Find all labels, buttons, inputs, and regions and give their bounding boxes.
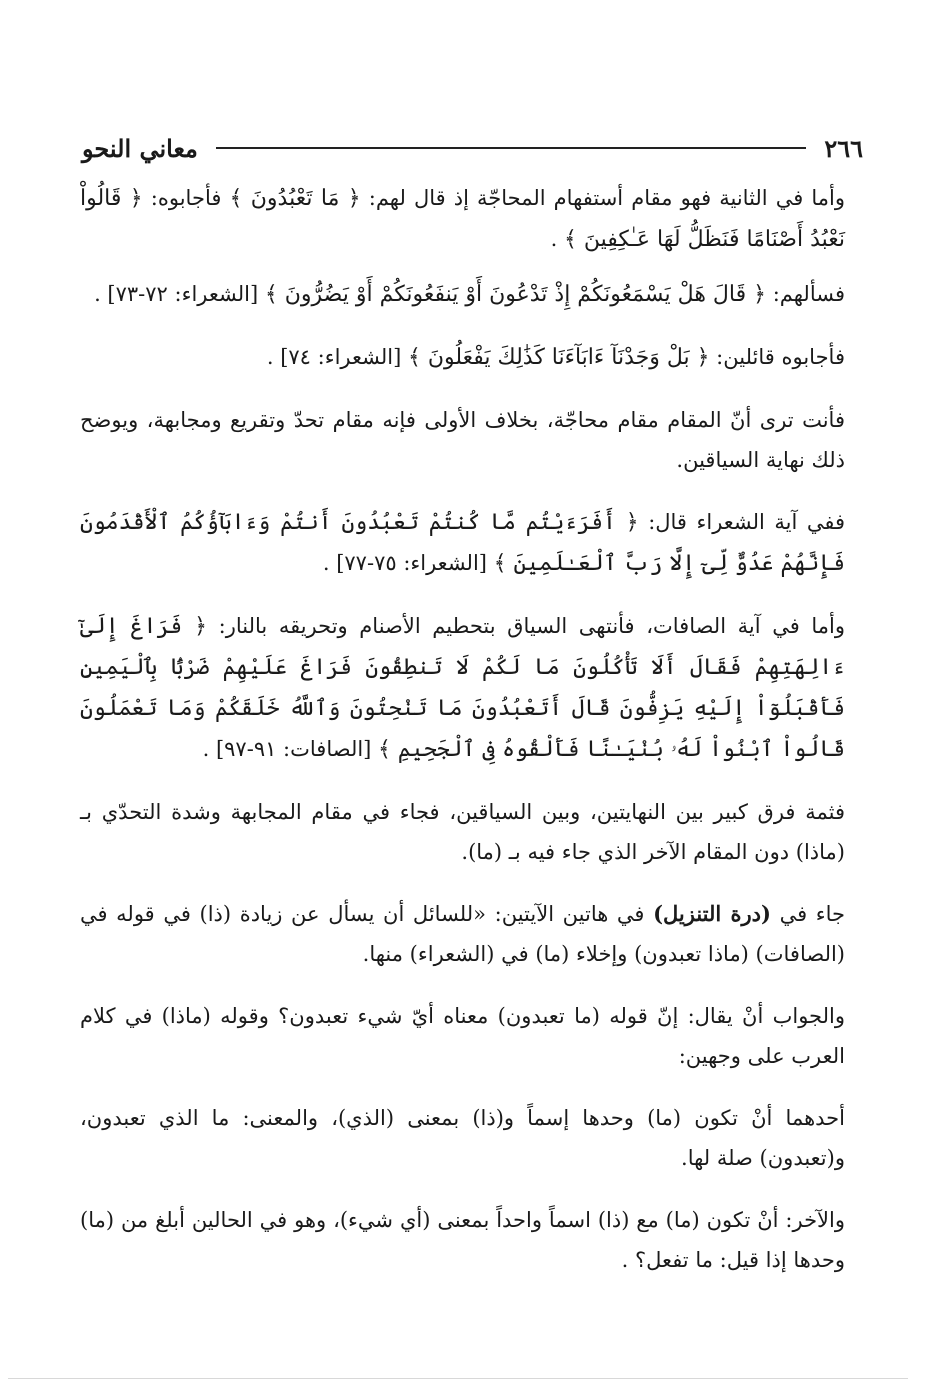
page-header [82, 128, 863, 168]
paragraph-7: فثمة فرق كبير بين النهايتين، وبين السياقين، فجاء في مقام المجابهة وشدة التحدّي بـ (ماذا) دون المقام الآخر الذي جاء فيه بـ (ما). [80, 800, 845, 864]
text: فأجابوه: [142, 186, 230, 210]
paragraph-9: والجواب أنْ يقال: إنّ قوله (ما تعبدون) معناه أيّ شيء تعبدون؟ وقوله (ماذا) في كلام العرب على وجهين: [80, 1004, 845, 1068]
running-title: معاني النحو [82, 133, 198, 163]
paragraph-5 [80, 502, 845, 584]
quran-quote: ﴿ قَالَ هَلْ يَسْمَعُونَكُمْ إِذْ تَدْعُونَ أَوْ يَنفَعُونَكُمْ أَوْ يَضُرُّونَ ﴾ [264, 282, 767, 307]
text: فأجابوه قائلين: [709, 345, 845, 369]
quran-quote: ﴿ مَا تَعْبُدُونَ ﴾ [229, 186, 361, 211]
text: وأما في الثانية فهو مقام أستفهام المحاجّة إذ قال لهم: [360, 186, 845, 210]
book-title: (درة التنزيل) [653, 901, 771, 926]
paragraph-4: فأنت ترى أنّ المقام مقام محاجّة، بخلاف الأولى فإنه مقام تحدّ وتقريع ومجابهة، ويوضح ذلك نهاية السياقين. [80, 408, 845, 472]
text: . [550, 227, 564, 251]
quran-quote: ﴿ قَالُواْ نَعْبُدُ أَصْنَامًا فَنَظَلُّ لَهَا عَـٰكِفِينَ ﴾ [80, 186, 845, 252]
text: في هاتين الآيتين: «للسائل أن يسأل عن زيادة (ذا) في قوله في (الصافات) (ماذا تعبدون) وإخلاء (ما) في (الشعراء) منها. [80, 902, 845, 966]
citation: [الصافات: ٩١-٩٧] . [202, 737, 379, 761]
text: جاء في [770, 902, 845, 926]
text: وأما في آية الصافات، فأنتهى السياق بتحطيم الأصنام وتحريقه بالنار: [207, 614, 845, 638]
text: ففي آية الشعراء قال: [638, 510, 846, 534]
text: فسألهم: [766, 282, 845, 306]
paragraph-10: أحدهما أنْ تكون (ما) وحدها إسماً و(ذا) بمعنى (الذي)، والمعنى: ما الذي تعبدون، و(تعبدون) صلة لها. [80, 1106, 845, 1170]
paragraph-8 [80, 894, 845, 974]
quran-quote: ﴿ أَفَرَءَيْتُم مَّا كُنتُمْ تَعْبُدُونَ أَنتُمْ وَءَابَآؤُكُمُ ٱلْأَقْدَمُونَ فَإِنَّهُمْ عَدُوٌّ لِّىٓ إِلَّا رَبَّ ٱلْعَـٰلَمِينَ ﴾ [80, 510, 845, 576]
citation: [الشعراء: ٧٤] . [266, 345, 408, 369]
quran-quote: ﴿ فَرَاغَ إِلَىٰٓ ءَالِهَتِهِمْ فَقَالَ أَلَا تَأْكُلُونَ مَا لَكُمْ لَا تَنطِقُونَ فَرَاغَ عَلَيْهِمْ ضَرْبًۢا بِٱلْيَمِينِ فَأَقْبَلُوٓاْ إِلَيْهِ يَزِفُّونَ قَالَ أَتَعْبُدُونَ مَا تَنْحِتُونَ وَٱللَّهُ خَلَقَكُمْ وَمَا تَعْمَلُونَ قَالُواْ ٱبْنُواْ لَهُۥ بُنْيَـٰنًا فَأَلْقُوهُ فِى ٱلْجَحِيمِ ﴾ [80, 614, 845, 762]
page-body [80, 178, 845, 1302]
header-rule [216, 147, 806, 149]
paragraph-1 [80, 178, 845, 260]
quran-quote: ﴿ بَلْ وَجَدْنَآ ءَابَآءَنَا كَذَٰلِكَ يَفْعَلُونَ ﴾ [407, 345, 710, 370]
paragraph-6 [80, 606, 845, 770]
citation: [الشعراء: ٧٥-٧٧] . [322, 551, 494, 575]
paragraph-2 [80, 274, 845, 315]
scan-edge-line [8, 1378, 908, 1379]
citation: [الشعراء: ٧٢-٧٣] . [94, 282, 265, 306]
paragraph-11: والآخر: أنْ تكون (ما) مع (ذا) اسماً واحداً بمعنى (أي شيء)، وهو في الحالين أبلغ من (ما) وحدها إذا قيل: ما تفعل؟ . [80, 1208, 845, 1272]
page-number: ٢٦٦ [824, 133, 863, 163]
paragraph-3 [80, 337, 845, 378]
